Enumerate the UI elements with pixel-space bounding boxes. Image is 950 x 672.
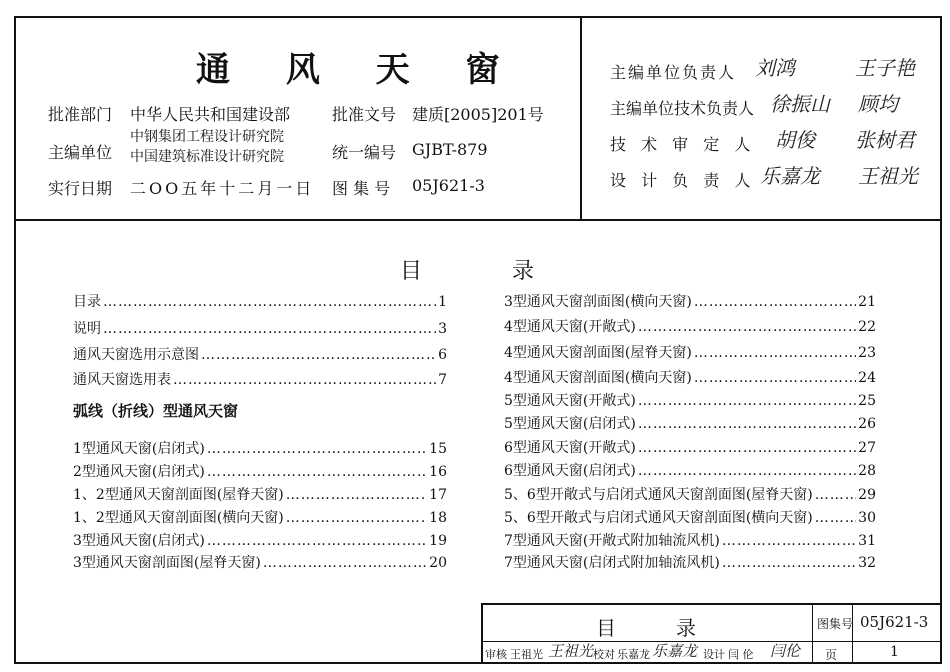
- toc-entry-text: 3型通风天窗(启闭式): [73, 533, 205, 549]
- leader-dots: [638, 463, 856, 479]
- toc-title-left: 目: [400, 259, 423, 284]
- title-block-divider: [852, 603, 853, 664]
- title-block-atlas-value: 05J621-3: [860, 613, 929, 631]
- leader-dots: [263, 555, 427, 571]
- review-signature: 王祖光: [548, 642, 594, 660]
- design-label: 设计: [703, 648, 725, 661]
- leader-dots: [722, 555, 856, 571]
- leader-dots: [815, 487, 856, 503]
- toc-entry-page: 29: [858, 487, 876, 503]
- toc-entry-text: 3型通风天窗剖面图(屋脊天窗): [73, 555, 261, 571]
- editor-unit-label: 主编单位: [48, 143, 113, 162]
- toc-entry-text: 4型通风天窗剖面图(屋脊天窗): [504, 345, 692, 361]
- toc-entry-page: 21: [858, 294, 876, 310]
- toc-entry-page: 32: [858, 555, 876, 571]
- toc-entry[interactable]: [73, 552, 447, 572]
- toc-entry-page: 30: [858, 510, 876, 526]
- toc-entry[interactable]: [73, 530, 447, 550]
- toc-entry[interactable]: [504, 460, 876, 480]
- toc-entry-text: 目录: [73, 294, 101, 310]
- leader-dots: [638, 416, 856, 432]
- atlas-no-label: 图 集 号: [332, 179, 391, 198]
- design-name: 闫 伦: [728, 648, 754, 661]
- toc-entry[interactable]: [73, 291, 447, 311]
- title-block-title-right: 录: [676, 616, 696, 640]
- toc-entry-text: 1、2型通风天窗剖面图(屋脊天窗): [73, 487, 284, 503]
- title-block-title-left: 目: [596, 616, 616, 640]
- unified-no-label: 统一编号: [332, 143, 397, 162]
- signature: 徐振山: [770, 92, 830, 116]
- leader-dots: [103, 294, 436, 310]
- toc-entry-text: 通风天窗选用示意图: [73, 347, 199, 363]
- leader-dots: [207, 533, 427, 549]
- toc-entry-text: 7型通风天窗(启闭式附加轴流风机): [504, 555, 720, 571]
- toc-entry-text: 4型通风天窗剖面图(横向天窗): [504, 370, 692, 386]
- atlas-no-value: 05J621-3: [412, 176, 485, 195]
- toc-entry-page: 18: [429, 510, 447, 526]
- signature: 刘鸿: [755, 56, 795, 80]
- toc-entry[interactable]: [504, 484, 876, 504]
- toc-entry[interactable]: [504, 316, 876, 336]
- toc-entry-text: 4型通风天窗(开敞式): [504, 319, 636, 335]
- toc-entry[interactable]: [73, 369, 447, 389]
- signature: 乐嘉龙: [760, 164, 820, 188]
- toc-entry-text: 1、2型通风天窗剖面图(横向天窗): [73, 510, 284, 526]
- title-block-page-value: 1: [890, 644, 899, 660]
- toc-section-title: 弧线（折线）型通风天窗: [73, 402, 239, 420]
- toc-entry-page: 6: [438, 347, 447, 363]
- toc-entry[interactable]: [73, 484, 447, 504]
- toc-entry[interactable]: [73, 507, 447, 527]
- toc-entry-page: 17: [429, 487, 447, 503]
- toc-entry[interactable]: [504, 390, 876, 410]
- leader-dots: [207, 464, 427, 480]
- leader-dots: [286, 510, 427, 526]
- toc-entry-text: 1型通风天窗(启闭式): [73, 441, 205, 457]
- signature: 胡俊: [775, 128, 815, 152]
- toc-entry-text: 6型通风天窗(开敞式): [504, 440, 636, 456]
- leader-dots: [638, 319, 856, 335]
- title-block-top-rule: [481, 603, 942, 605]
- toc-entry-page: 20: [429, 555, 447, 571]
- title-block-page-label: 页: [825, 648, 838, 662]
- header-divider: [580, 16, 582, 220]
- header-bottom-rule: [14, 219, 942, 221]
- title-block-atlas-label: 图集号: [817, 617, 854, 631]
- toc-entry-text: 5、6型开敞式与启闭式通风天窗剖面图(屋脊天窗): [504, 487, 813, 503]
- toc-entry-text: 7型通风天窗(开敞式附加轴流风机): [504, 533, 720, 549]
- toc-entry[interactable]: [73, 318, 447, 338]
- signature: 王祖光: [858, 164, 918, 188]
- title-block-left-rule: [481, 603, 483, 664]
- design-signature: 闫伦: [770, 642, 801, 660]
- toc-entry-text: 3型通风天窗剖面图(横向天窗): [504, 294, 692, 310]
- role-label: 主编单位技术负责人: [610, 99, 755, 118]
- toc-entry-page: 7: [438, 372, 447, 388]
- toc-entry-page: 27: [858, 440, 876, 456]
- toc-entry-text: 2型通风天窗(启闭式): [73, 464, 205, 480]
- toc-entry-page: 3: [438, 321, 447, 337]
- effective-date-label: 实行日期: [48, 179, 113, 198]
- document-title: 通 风 天 窗: [196, 50, 522, 90]
- leader-dots: [722, 533, 856, 549]
- toc-entry[interactable]: [73, 438, 447, 458]
- toc-entry-page: 28: [858, 463, 876, 479]
- signature: 顾均: [858, 92, 898, 116]
- toc-entry-page: 19: [429, 533, 447, 549]
- leader-dots: [638, 393, 856, 409]
- review-name: 王祖光: [510, 648, 543, 661]
- approve-dept-value: 中华人民共和国建设部: [130, 105, 291, 124]
- check-name: 乐嘉龙: [617, 648, 650, 661]
- leader-dots: [815, 510, 856, 526]
- toc-entry-text: 5型通风天窗(开敞式): [504, 393, 636, 409]
- toc-entry-page: 16: [429, 464, 447, 480]
- toc-entry-page: 1: [438, 294, 447, 310]
- toc-entry-text: 说明: [73, 321, 101, 337]
- unified-no-value: GJBT-879: [412, 140, 488, 159]
- editor-unit-line2: 中国建筑标准设计研究院: [130, 149, 284, 165]
- toc-entry[interactable]: [73, 344, 447, 364]
- toc-title-right: 录: [512, 259, 535, 284]
- leader-dots: [207, 441, 427, 457]
- toc-entry[interactable]: [504, 291, 876, 311]
- toc-entry-page: 23: [858, 345, 876, 361]
- toc-entry-text: 5型通风天窗(启闭式): [504, 416, 636, 432]
- role-label: 主编单位负责人: [610, 63, 737, 82]
- leader-dots: [201, 347, 436, 363]
- leader-dots: [694, 370, 856, 386]
- check-signature: 乐嘉龙: [652, 642, 698, 660]
- review-label: 审核: [485, 648, 507, 661]
- signature: 张树君: [855, 128, 915, 152]
- leader-dots: [694, 294, 856, 310]
- toc-entry[interactable]: [504, 552, 876, 572]
- toc-entry[interactable]: [504, 437, 876, 457]
- toc-entry-page: 25: [858, 393, 876, 409]
- toc-entry-text: 6型通风天窗(启闭式): [504, 463, 636, 479]
- toc-entry[interactable]: [504, 342, 876, 362]
- approve-dept-label: 批准部门: [48, 105, 113, 124]
- approve-doc-label: 批准文号: [332, 105, 397, 124]
- toc-entry-page: 15: [429, 441, 447, 457]
- editor-unit-line1: 中钢集团工程设计研究院: [130, 129, 284, 145]
- leader-dots: [173, 372, 436, 388]
- toc-entry[interactable]: [504, 507, 876, 527]
- toc-entry-text: 通风天窗选用表: [73, 372, 171, 388]
- toc-entry[interactable]: [73, 461, 447, 481]
- check-label: 校对: [593, 648, 615, 661]
- toc-entry-page: 22: [858, 319, 876, 335]
- role-label: 技 术 审 定 人: [610, 135, 756, 154]
- toc-entry-page: 24: [858, 370, 876, 386]
- toc-entry[interactable]: [504, 413, 876, 433]
- toc-entry[interactable]: [504, 367, 876, 387]
- signature: 王子艳: [855, 56, 915, 80]
- leader-dots: [694, 345, 856, 361]
- leader-dots: [103, 321, 436, 337]
- leader-dots: [638, 440, 856, 456]
- role-label: 设 计 负 责 人: [610, 171, 756, 190]
- toc-entry[interactable]: [504, 530, 876, 550]
- leader-dots: [286, 487, 427, 503]
- title-block-divider: [812, 603, 813, 664]
- toc-entry-text: 5、6型开敞式与启闭式通风天窗剖面图(横向天窗): [504, 510, 813, 526]
- approve-doc-value: 建质[2005]201号: [412, 105, 544, 124]
- toc-entry-page: 26: [858, 416, 876, 432]
- effective-date-value: 二OO五年十二月一日: [130, 179, 315, 198]
- toc-entry-page: 31: [858, 533, 876, 549]
